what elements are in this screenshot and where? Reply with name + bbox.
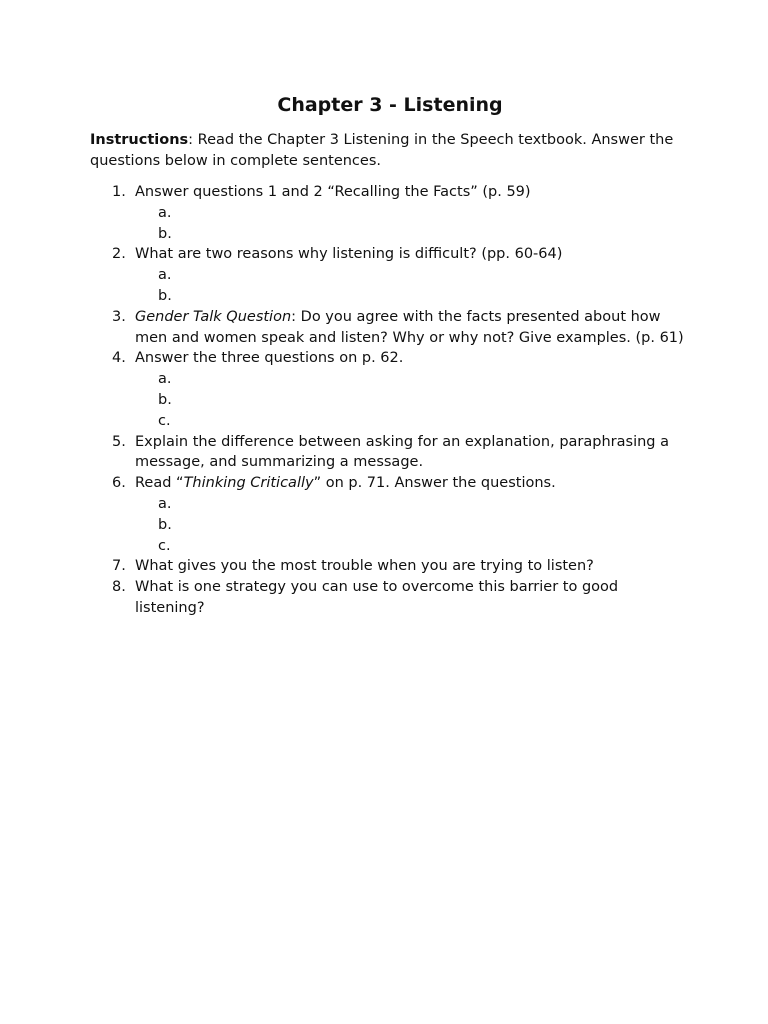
question-item-2 xyxy=(90,244,690,306)
sub-answer-item: c. xyxy=(158,412,171,429)
page-title: Chapter 3 - Listening xyxy=(277,94,503,116)
question-list xyxy=(90,182,690,619)
sub-answer-item: b. xyxy=(158,516,172,533)
question-number: 6. xyxy=(112,475,126,492)
question-text: What are two reasons why listening is difficult? (pp. 60-64) xyxy=(135,246,563,263)
question-item-7 xyxy=(90,556,690,577)
question-item-8 xyxy=(90,577,690,619)
question-text: Explain the difference between asking for an explanation, paraphrasing a message, and summarizing a message. xyxy=(135,433,669,471)
sub-answer-item: c. xyxy=(158,537,171,554)
question-number: 8. xyxy=(112,579,126,596)
question-number: 1. xyxy=(112,184,126,200)
question-text: Answer the three questions on p. 62. xyxy=(135,350,404,367)
question-text: ” on p. 71. Answer the questions. xyxy=(313,475,556,492)
question-item-4 xyxy=(90,348,690,431)
question-number: 7. xyxy=(112,558,126,575)
sub-answer-list xyxy=(135,265,690,307)
document-page xyxy=(90,92,690,619)
instructions-paragraph xyxy=(90,130,690,172)
question-item-3 xyxy=(90,307,690,349)
instructions-text: : Read the Chapter 3 Listening in the Speech textbook. Answer the questions below in complete sentences. xyxy=(90,132,674,169)
question-prefix-text: Read “ xyxy=(135,475,184,492)
sub-answer-list xyxy=(135,369,690,431)
question-italic-text: Gender Talk Question xyxy=(135,308,292,325)
question-number: 3. xyxy=(112,308,126,325)
question-text: : Do you agree with the facts presented about how men and women speak and listen? Why or why not? Give examples. (p. 61) xyxy=(135,308,684,346)
sub-answer-list xyxy=(135,494,690,556)
question-number: 5. xyxy=(112,433,126,450)
sub-answer-item: b. xyxy=(158,225,172,242)
sub-answer-item: a. xyxy=(158,267,172,284)
question-number: 2. xyxy=(112,246,126,263)
question-text: Answer questions 1 and 2 “Recalling the Facts” (p. 59) xyxy=(135,184,531,200)
question-item-5 xyxy=(90,432,690,474)
sub-answer-item: a. xyxy=(158,204,172,221)
sub-answer-item: a. xyxy=(158,495,172,512)
sub-answer-item: b. xyxy=(158,287,172,304)
question-italic-text: Thinking Critically xyxy=(183,475,314,492)
question-item-1 xyxy=(90,182,690,244)
question-number: 4. xyxy=(112,350,126,367)
instructions-lead: Instructions xyxy=(90,132,189,148)
sub-answer-list xyxy=(135,203,690,245)
question-text: What is one strategy you can use to overcome this barrier to good listening? xyxy=(135,579,619,616)
question-text: What gives you the most trouble when you are trying to listen? xyxy=(135,558,594,575)
question-item-6 xyxy=(90,473,690,556)
sub-answer-item: a. xyxy=(158,371,172,388)
sub-answer-item: b. xyxy=(158,391,172,408)
